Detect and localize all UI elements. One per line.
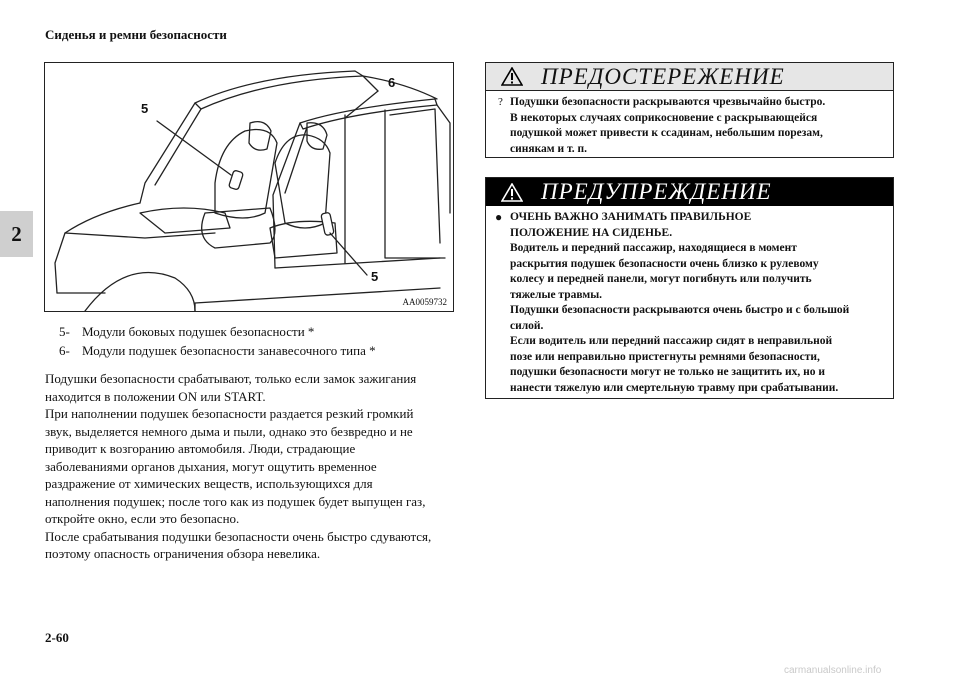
chapter-tab: 2 [0,211,33,257]
caution-title: ПРЕДОСТЕРЕЖЕНИЕ [541,63,785,89]
page-number: 2-60 [45,630,69,645]
paragraph-ignition: Подушки безопасности срабатывают, только если замок зажигания находится в положении ON или START. [45,371,417,404]
caution-bullet: ? [498,96,503,108]
warning-triangle-icon [501,67,523,86]
airbag-figure [44,62,454,312]
callout-5-side-airbag: 5 [141,101,149,116]
warning-body: ● ОЧЕНЬ ВАЖНО ЗАНИМАТЬ ПРАВИЛЬНОЕ ПОЛОЖЕНИЕ НА СИДЕНЬЕ. Водитель и передний пассажир, находящиеся в момент раскрытия подушек безопасности очень близко к рулевому колесу и передней панели, могут погибнуть или получить тяжелые травмы. Подушки безопасности раскрываются очень быстро и с большой силой. Если водитель или передний пассажир сидят в неправильной позе или неправильно пристегнуты ремнями безопасности, подушки безопасности могут не только не защитить их, но и нанести тяжелую или смертельную травму при срабатывании. [495,210,850,394]
legend-item: 6- Модули подушек безопасности занавесочного типа * [59,343,376,358]
warning-header [486,178,893,206]
figure-code: AA0059732 [402,297,447,307]
warning-triangle-icon [501,183,523,202]
callout-6-curtain-airbag: 6 [388,75,396,90]
watermark: carmanualsonline.info [784,665,882,676]
caution-header [486,63,893,91]
caution-body: ? Подушки безопасности раскрываются чрезвычайно быстро. В некоторых случаях соприкосновение с раскрывающейся подушкой может привести к ссадинам, небольшим порезам, синякам и т. п. [498,96,826,155]
callout-5-rear-side-airbag: 5 [371,269,379,284]
figure-legend [59,322,376,360]
car-interior-illustration [45,63,455,313]
warning-box [485,177,894,399]
page-header-title: Сиденья и ремни безопасности [45,27,227,42]
warning-title: ПРЕДУПРЕЖДЕНИЕ [541,179,772,204]
paragraph-inflation-effects: При наполнении подушек безопасности раздается резкий громкий звук, выделяется немного дыма и пыли, однако это безвредно и не приводит к возгоранию автомобиля. Люди, страдающие заболеваниями органов дыхания, могут ощутить временное раздражение от химических веществ, использующихся для наполнения подушек; после того как из подушек будет выпущен газ, откройте окно, если это безопасно. После срабатывания подушки безопасности очень быстро сдуваются, поэтому опасность ограничения обзора невелика. [45,406,432,561]
legend-item: 5- Модули боковых подушек безопасности * [59,324,315,339]
caution-box [485,62,894,158]
warning-bullet: ● [495,210,503,224]
